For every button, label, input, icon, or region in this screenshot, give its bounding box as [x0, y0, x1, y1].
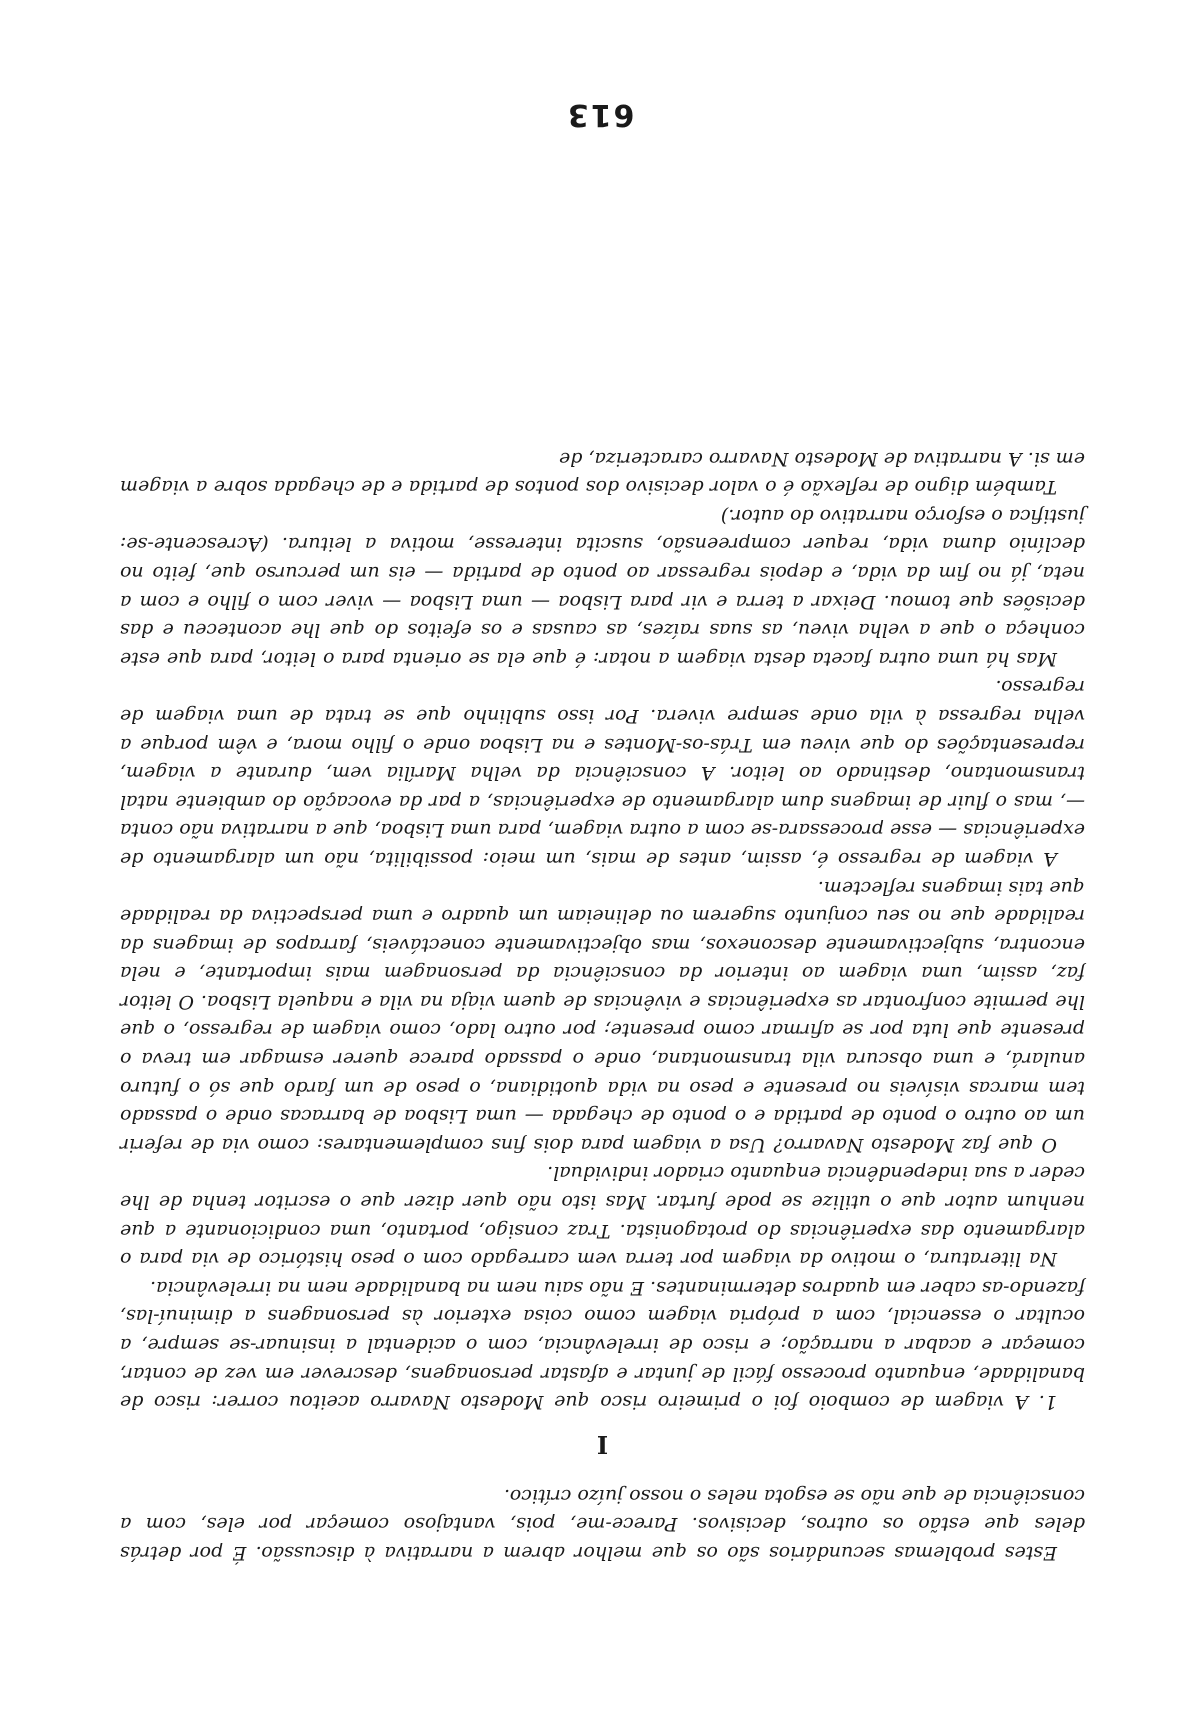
paragraph-4: A viagem de regresso é, assim, antes de mais, um meio: possibilita, não um alargamento de experiências — esse processara-se com a outra viagem, para uma Lisboa, que a narrativa não conta —, mas o fluir de imagens dum alargamento de experiências, a par da evocação do ambiente natal transmontano, destinado ao leitor. A consciência da velha Marília vem, durante a viagem, representações do que viveu em Trás-os-Montes e na Lisboa onde o filho mora, e vêm porque a velha regressa à vila onde sempre vivera. Por isso sublinho que se trata de uma viagem de regresso.: [120, 676, 1085, 870]
paragraph-2: Na literatura, o motivo da viagem por terra vem carregado com o peso histórico de via para o alargamento das experiências do protagonista. Traz consigo, portanto, uma condicionante a que nenhum autor que o utilize se pode furtar. Mas isto não quer dizer que o escritor tenha de lhe ceder a sua independência enquanto criador individual.: [120, 1162, 1085, 1271]
page-number: 613: [565, 97, 635, 132]
section-title: I: [596, 1430, 609, 1460]
paragraph-3: O que faz Modesto Navarro? Usa a viagem para dois fins complementares: como via de referir um ao outro o ponto de partida e o ponto de chegada — uma Lisboa de barracas onde o passado tem marcas visíveis no presente e peso na vida quotidiana, o peso de um fardo que só o futuro anulará, e uma obscura vila transmontana, onde o passado parece querer esmagar em treva o presente que luta por se afirmar como presente; por outro lado, como viagem de regresso, o que lhe permite confrontar as experiências e vivências de quem viaja na vila e naquela Lisboa. O leitor faz, assim, uma viagem ao interior da consciência da personagem mais importante, e nela encontra, subjectivamente desconexos, mas objectivamente conectáveis, farrapos de imagens da realidade que no seu conjunto sugerem ou delineiam um quadro e uma perspectiva da realidade que tais imagens reflectem.: [120, 876, 1085, 1156]
paragraph-6: Também digno de reflexão é o valor decisivo dos pontos de partida e de chegada sobre a viagem em si. A narrativa de Modesto Navarro caracteriza, de: [120, 447, 1085, 499]
paragraph-5: Mas há uma outra faceta desta viagem a notar: é que ela se orienta para o leitor, para que este conheça o que a velha viveu, as suas raízes, as causas e os efeitos do que lhe aconteceu e das decisões que tomou. Deixar a terra e vir para Lisboa — uma Lisboa — viver com o filho e com a neta, já no fim da vida, e depois regressar ao ponto de partida — eis um percurso que, feito no declínio duma vida, requer compreensão, suscita interesse, motiva a leitura. (Acrescente-se: justifica o esforço narrativo do autor.): [120, 504, 1085, 670]
paragraph-1: 1. A viagem de comboio foi o primeiro risco que Modesto Navarro aceitou correr: risco de banalidade, enquanto processo fácil de juntar e afastar personagens, descrever em vez de contar, começar e acabar a narração; e risco de irrelevância, com o acidental a insinuar-se sempre, a ocultar o essencial, com a própria viagem como coisa exterior às personagens a diminuí-las, fazendo-as caber em quadros determinantes. E não saiu nem na banalidade nem na irrelevância.: [120, 1276, 1085, 1414]
intro-paragraph: Estes problemas secundários são os que melhor abrem a narrativa à discussão. É por detrás deles que estão os outros, decisivos. Parece-me, pois, vantajoso começar por eles, com a consciência de que não se esgota neles o nosso juízo crítico.: [120, 1484, 1085, 1564]
page-text-block: [120, 444, 1085, 1567]
